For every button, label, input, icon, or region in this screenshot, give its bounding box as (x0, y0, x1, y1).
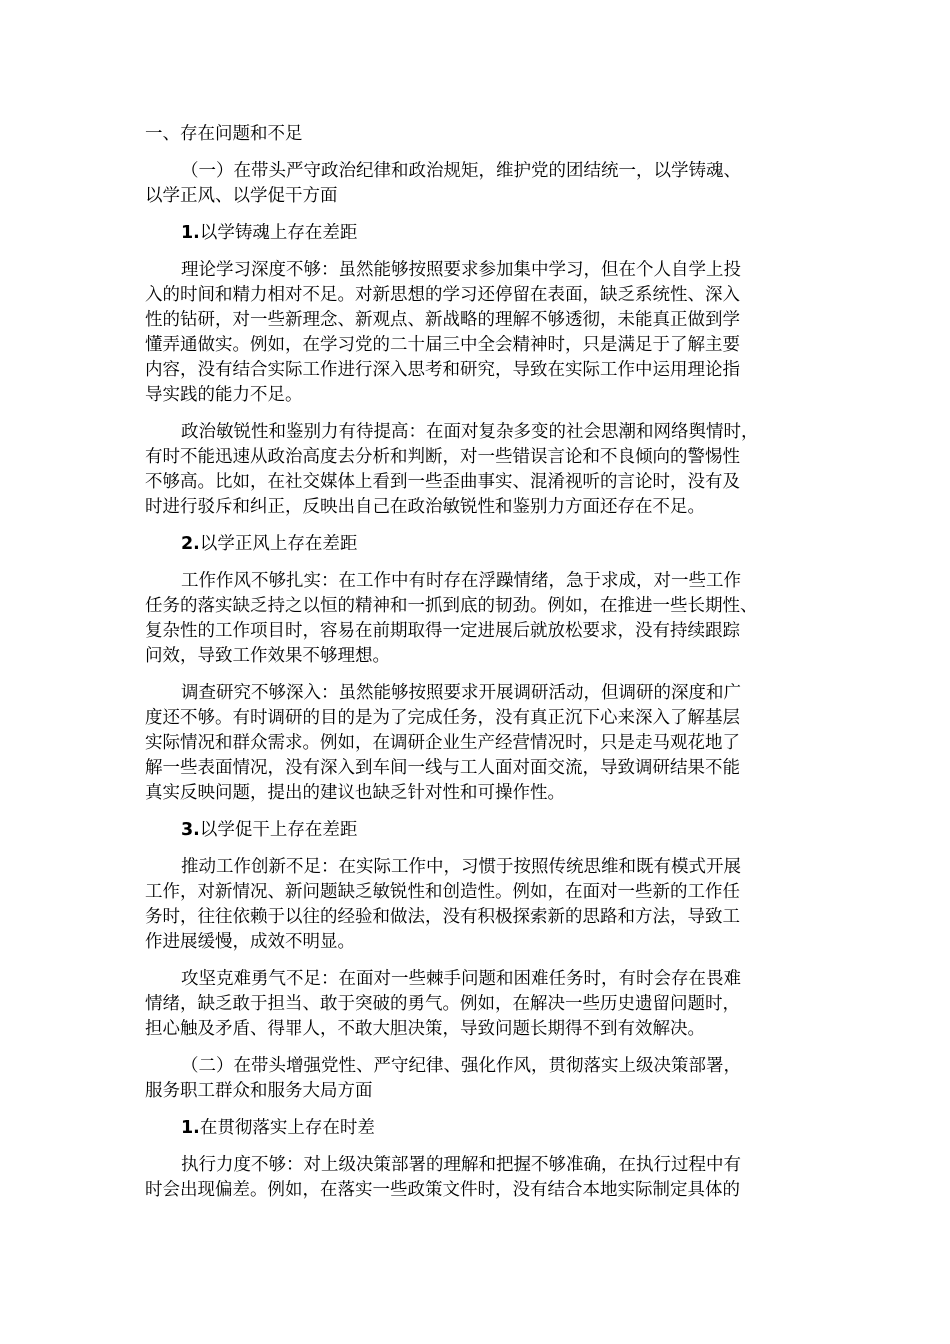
item3-number: 3. (181, 820, 200, 840)
paragraph-3 (145, 569, 815, 669)
item4-number: 1. (181, 1118, 200, 1138)
document-page (145, 122, 815, 1215)
paragraph-4 (145, 681, 815, 806)
part2-heading-line: 服务职工群众和服务大局方面 (145, 1081, 373, 1101)
item3-text: 以学促干上存在差距 (199, 820, 358, 840)
item1-number: 1. (181, 223, 200, 243)
paragraph-line: 有时不能迅速从政治高度去分析和判断，对一些错误言论和不良倾向的警惕性 (145, 447, 740, 467)
paragraph-line: 理论学习深度不够：虽然能够按照要求参加集中学习，但在个人自学上投 (181, 260, 741, 280)
paragraph-7 (145, 1153, 815, 1203)
paragraph-line: 情绪，缺乏敢于担当、敢于突破的勇气。例如，在解决一些历史遗留问题时， (145, 994, 740, 1014)
part2-heading (145, 1054, 815, 1104)
paragraph-line: 入的时间和精力相对不足。对新思想的学习还停留在表面，缺乏系统性、深入 (145, 285, 740, 305)
paragraph-line: 复杂性的工作项目时，容易在前期取得一定进展后就放松要求，没有持续跟踪 (145, 621, 740, 641)
paragraph-line: 导实践的能力不足。 (145, 385, 303, 405)
paragraph-line: 执行力度不够：对上级决策部署的理解和把握不够准确，在执行过程中有 (181, 1155, 741, 1175)
paragraph-line: 解一些表面情况，没有深入到车间一线与工人面对面交流，导致调研结果不能 (145, 758, 740, 778)
paragraph-line: 性的钻研，对一些新理念、新观点、新战略的理解不够透彻，未能真正做到学 (145, 310, 740, 330)
paragraph-5 (145, 855, 815, 955)
item2-number: 2. (181, 534, 200, 554)
paragraph-line: 推动工作创新不足：在实际工作中，习惯于按照传统思维和既有模式开展 (181, 857, 741, 877)
item2-heading (145, 532, 815, 557)
paragraph-line: 不够高。比如，在社交媒体上看到一些歪曲事实、混淆视听的言论时，没有及 (145, 472, 740, 492)
part1-heading-line: 以学正风、以学促干方面 (145, 186, 338, 206)
paragraph-line: 时会出现偏差。例如，在落实一些政策文件时，没有结合本地实际制定具体的 (145, 1180, 740, 1200)
paragraph-1 (145, 258, 815, 408)
paragraph-line: 工作，对新情况、新问题缺乏敏锐性和创造性。例如，在面对一些新的工作任 (145, 882, 740, 902)
item1-text: 以学铸魂上存在差距 (199, 223, 358, 243)
paragraph-line: 度还不够。有时调研的目的是为了完成任务，没有真正沉下心来深入了解基层 (145, 708, 740, 728)
paragraph-2 (145, 420, 815, 520)
section-title: 一、存在问题和不足 (145, 124, 303, 144)
paragraph-line: 真实反映问题，提出的建议也缺乏针对性和可操作性。 (145, 783, 565, 803)
paragraph-line: 实际情况和群众需求。例如，在调研企业生产经营情况时，只是走马观花地了 (145, 733, 740, 753)
item4-text: 在贯彻落实上存在时差 (199, 1118, 375, 1138)
paragraph-line: 时进行驳斥和纠正，反映出自己在政治敏锐性和鉴别力方面还存在不足。 (145, 497, 705, 517)
paragraph-line: 内容，没有结合实际工作进行深入思考和研究，导致在实际工作中运用理论指 (145, 360, 740, 380)
paragraph-line: 工作作风不够扎实：在工作中有时存在浮躁情绪，急于求成，对一些工作 (181, 571, 741, 591)
part1-heading-line: （一）在带头严守政治纪律和政治规矩，维护党的团结统一，以学铸魂、 (181, 161, 741, 181)
paragraph-line: 作进展缓慢，成效不明显。 (145, 932, 355, 952)
part2-heading-line: （二）在带头增强党性、严守纪律、强化作风，贯彻落实上级决策部署， (181, 1056, 741, 1076)
part1-heading (145, 159, 815, 209)
item4-heading (145, 1116, 815, 1141)
paragraph-line: 问效，导致工作效果不够理想。 (145, 646, 390, 666)
item2-text: 以学正风上存在差距 (199, 534, 358, 554)
paragraph-line: 政治敏锐性和鉴别力有待提高：在面对复杂多变的社会思潮和网络舆情时， (181, 422, 759, 442)
paragraph-6 (145, 967, 815, 1042)
paragraph-line: 调查研究不够深入：虽然能够按照要求开展调研活动，但调研的深度和广 (181, 683, 741, 703)
paragraph-line: 任务的落实缺乏持之以恒的精神和一抓到底的韧劲。例如，在推进一些长期性、 (145, 596, 758, 616)
paragraph-line: 务时，往往依赖于以往的经验和做法，没有积极探索新的思路和方法，导致工 (145, 907, 740, 927)
paragraph-line: 担心触及矛盾、得罪人，不敢大胆决策，导致问题长期得不到有效解决。 (145, 1019, 705, 1039)
item3-heading (145, 818, 815, 843)
item1-heading (145, 221, 815, 246)
paragraph-line: 攻坚克难勇气不足：在面对一些棘手问题和困难任务时，有时会存在畏难 (181, 969, 741, 989)
paragraph-line: 懂弄通做实。例如，在学习党的二十届三中全会精神时，只是满足于了解主要 (145, 335, 740, 355)
